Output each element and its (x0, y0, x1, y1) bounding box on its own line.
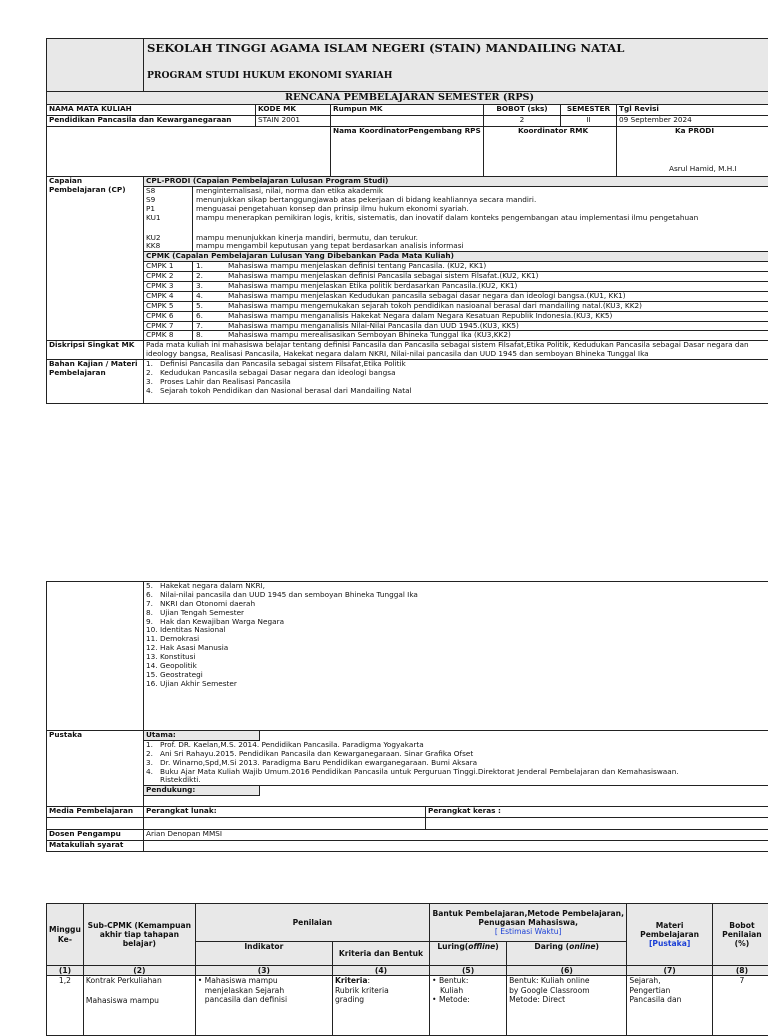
cpmk-code: CPMK 6 (144, 312, 193, 321)
kaprodi-cell (617, 127, 768, 177)
cpl-prodi-title: CPL-PRODI (Capaian Pembelajaran Lulusan Program Studi) (144, 177, 768, 187)
bahan-item-number: 13. (146, 653, 158, 662)
column-number: (8) (712, 966, 768, 976)
bahan-list-1 (144, 360, 768, 404)
cpl-prodi-text: mampu menerapkan pemikiran logis, kritis, sistematis, dan inovatif dalam konteks pengembangan atau implementasi ilmu pengetahuan (193, 214, 768, 234)
doc-title: RENCANA PEMBELAJARAN SEMESTER (RPS) (47, 92, 768, 105)
course-sks: 2 (484, 116, 561, 127)
row1-sub2: Mahasiswa mampu (86, 996, 193, 1005)
row1-indikator (195, 976, 332, 1036)
cpmk-text: Mahasiswa mampu menjelaskan definisi tentang Pancasila. (KU2, KK1) (228, 262, 768, 271)
cpl-prodi-code: KK8 (144, 242, 193, 251)
column-number: (5) (430, 966, 507, 976)
media-keras-value (426, 818, 768, 830)
column-number: (1) (47, 966, 84, 976)
cpmk-number: 2. (193, 272, 228, 281)
pustaka-utama-label: Utama: (144, 731, 260, 741)
cpl-prodi-block (144, 177, 768, 252)
cpmk-text: Mahasiswa mampu menjelaskan Kedudukan pancasila sebagai dasar negara dan ideologi bangsa.(KU1, KK1) (228, 292, 768, 301)
pustaka-item-text: Dr. Winarno,Spd,M.Si 2013. Paradigma Baru Pendidikan ewarganegaraan. Bumi Aksara (158, 759, 768, 768)
bahan-list-2 (144, 582, 768, 731)
rps-detail-table (46, 581, 768, 852)
course-name: Pendidikan Pancasila dan Kewarganegaraan (47, 116, 256, 127)
deskripsi-label: Diskripsi Singkat MK (47, 341, 144, 360)
bahan-item-number: 5. (146, 582, 158, 591)
cpl-prodi-list (144, 187, 768, 251)
h-bobot: Bobot Penilaian (%) (712, 904, 768, 966)
bahan-item-number: 2. (146, 369, 158, 378)
row1-ind2: menjelaskan Sejarah (198, 986, 330, 995)
cpmk-text: Mahasiswa mampu menjelaskan Etika politik berdasarkan Pancasila.(KU2, KK1) (228, 282, 768, 291)
schedule-table (46, 903, 768, 1036)
row1-minggu: 1,2 (47, 976, 84, 1036)
column-number: (7) (627, 966, 712, 976)
cpmk-code: CPMK 2 (144, 272, 193, 281)
media-label: Media Pembelajaran (47, 807, 144, 818)
rmk-label: Koordinator RMK (486, 127, 588, 136)
bahan-cont-label (47, 582, 144, 731)
pustaka-item-number: 1. (146, 741, 158, 750)
h-materi (627, 904, 712, 966)
media-blank (47, 818, 144, 830)
col-kode-mk: KODE MK (256, 105, 331, 116)
cpmk-row (144, 331, 768, 340)
bahan-item-text: Ujian Tengah Semester (158, 609, 768, 618)
column-number: (2) (83, 966, 195, 976)
bahan-item-number: 9. (146, 618, 158, 627)
row1-ind3: pancasila dan definisi (198, 995, 330, 1004)
h-daring: Daring (online) (507, 942, 627, 966)
bahan-item-number: 14. (146, 662, 158, 671)
pustaka-item-text: Buku Ajar Mata Kuliah Wajib Umum.2016 Pendidikan Pancasila untuk Perguruan Tinggi.Direktorat Jenderal Pembelajaran dan Kemahasiswaan. Ristekdikti. (158, 768, 768, 786)
h-daring-italic: online (569, 942, 595, 951)
kaprodi-name: Asrul Hamid, M.H.I (669, 165, 737, 174)
rmk-cell (484, 127, 617, 177)
bahan-item-number: 4. (146, 387, 158, 396)
bahan-item (146, 662, 768, 671)
cpl-prodi-text: mampu mengambil keputusan yang tepat berdasarkan analisis informasi (193, 242, 768, 251)
bahan-item-number: 7. (146, 600, 158, 609)
bahan-item-number: 1. (146, 360, 158, 369)
row1-krit3: grading (335, 995, 427, 1004)
cpl-prodi-text: menginternalisasi, nilai, norma dan etika akademik (193, 187, 768, 196)
row1-luring (430, 976, 507, 1036)
cpmk-code: CMPK 5 (144, 302, 193, 311)
course-rumpun (331, 116, 484, 127)
col-tgl-revisi: Tgl Revisi (617, 105, 768, 116)
rps-header-table (46, 38, 768, 404)
bahan-item-number: 15. (146, 671, 158, 680)
h-estimasi: [ Estimasi Waktu] (495, 927, 562, 936)
row1-mat1: Sejarah, (629, 976, 709, 985)
bahan-item-text: Sejarah tokoh Pendidikan dan Nasional berasal dari Mandailing Natal (158, 387, 768, 396)
cpmk-text: Mahasiswa mampu menganalisis Nilai-Nilai Pancasila dan UUD 1945.(KU3, KK5) (228, 322, 768, 331)
pustaka-item (146, 768, 768, 786)
bahan-item (146, 618, 768, 627)
signature-blank (47, 127, 331, 177)
row1-krit2: Rubrik kriteria (335, 986, 427, 995)
dosen-label: Dosen Pengampu (47, 830, 144, 841)
bahan-item-text: Proses Lahir dan Realisasi Pancasila (158, 378, 768, 387)
bahan-item (146, 635, 768, 644)
cpmk-title: CPMK (Capalan Pembelajaran Lulusan Yang Dibebankan Pada Mata Kuliah) (144, 252, 768, 262)
bahan-item-text: Geostrategi (158, 671, 768, 680)
cpmk-number: 5. (193, 302, 228, 311)
bahan-item-text: Hakekat negara dalam NKRI, (158, 582, 768, 591)
column-number: (4) (332, 966, 429, 976)
bahan-item (146, 680, 768, 689)
pustaka-label: Pustaka (47, 731, 144, 807)
syarat-value (144, 841, 768, 852)
cpmk-code: CPMK 8 (144, 331, 193, 340)
row1-kriteria (332, 976, 429, 1036)
bahan-item (146, 387, 768, 396)
row1-sub1: Kontrak Perkuliahan (86, 976, 193, 985)
bahan-item-number: 12. (146, 644, 158, 653)
row1-krit-bold: Kriteria (335, 976, 368, 985)
row1-subcpmk (83, 976, 195, 1036)
h-subcpmk: Sub-CPMK (Kemampuan akhir tiap tahapan belajar) (83, 904, 195, 966)
cpmk-number: 3. (193, 282, 228, 291)
column-number-row (47, 966, 768, 976)
cpmk-text: Mahasiswa mampu merealisasikan Semboyan Bhineka Tunggal Ika (KU3,KK2) (228, 331, 768, 340)
row1-dar1: Bentuk: Kuliah online (509, 976, 624, 985)
media-lunak: Perangkat lunak: (144, 807, 426, 818)
cpmk-text: Mahasiswa mampu mengemukakan sejarah tokoh pendidikan nasioanal berasal dari mandailing natal.(KU3, KK2) (228, 302, 768, 311)
koordinator-label: Nama KoordinatorPengembang RPS (333, 127, 481, 136)
cpl-prodi-code: KU2 (144, 234, 193, 243)
bahan-item-number: 11. (146, 635, 158, 644)
cpl-prodi-code: S8 (144, 187, 193, 196)
pustaka-item-text: Ani Sri Rahayu.2015. Pendidikan Pancasila dan Kewarganegaraan. Sinar Grafika Ofset (158, 750, 768, 759)
row1-mat2: Pengertian (629, 986, 709, 995)
cpl-prodi-code: KU1 (144, 214, 193, 234)
cp-label: Capaian Pembelajaran (CP) (47, 177, 144, 341)
col-nama-mk: NAMA MATA KULIAH (47, 105, 256, 116)
bahan-item-text: Nilai-nilai pancasila dan UUD 1945 dan semboyan Bhineka Tunggal Ika (158, 591, 768, 600)
bahan-item-number: 6. (146, 591, 158, 600)
bahan-item-text: Konstitusi (158, 653, 768, 662)
cpmk-code: CPMK 7 (144, 322, 193, 331)
course-revision-date: 09 September 2024 (617, 116, 768, 127)
row1-krit-rest: : (367, 976, 370, 985)
cpmk-code: CPMK 3 (144, 282, 193, 291)
cpl-prodi-text: menunjukkan sikap bertanggungjawab atas pekerjaan di bidang keahliannya secara mandiri. (193, 196, 768, 205)
h-materi-text: Materi Pembelajaran (640, 921, 699, 939)
institution-cell (144, 39, 768, 92)
course-code: STAIN 2001 (256, 116, 331, 127)
h-minggu: Minggu Ke- (47, 904, 84, 966)
kaprodi-label: Ka PRODI (619, 127, 768, 136)
syarat-label: Matakuliah syarat (47, 841, 144, 852)
bahan-item-number: 8. (146, 609, 158, 618)
col-bobot: BOBOT (sks) (484, 105, 561, 116)
bahan-item (146, 653, 768, 662)
pustaka-item-number: 4. (146, 768, 158, 786)
cpmk-number: 1. (193, 262, 228, 271)
bahan-item-text: Hak dan Kewajiban Warga Negara (158, 618, 768, 627)
cpmk-text: Mahasiswa mampu menganalisis Hakekat Negara dalam Negara Kesatuan Republik Indonesia.(KU3, KK5) (228, 312, 768, 321)
cpl-prodi-code: S9 (144, 196, 193, 205)
col-semester: SEMESTER (561, 105, 617, 116)
bahan-item-text: NKRI dan Otonomi daerah (158, 600, 768, 609)
logo-cell (47, 39, 144, 92)
cpl-prodi-text: mampu menunjukkan kinerja mandiri, bermutu, dan terukur. (193, 234, 768, 243)
bahan-item-number: 3. (146, 378, 158, 387)
h-luring-italic: offline (468, 942, 495, 951)
dosen-value: Arian Denopan MMSI (144, 830, 768, 841)
bahan-item-text: Definisi Pancasila dan Pancasila sebagai sistem Filsafat,Etika Politik (158, 360, 768, 369)
koordinator-cell (331, 127, 484, 177)
cpl-prodi-row (144, 242, 768, 251)
deskripsi-text: Pada mata kuliah ini mahasiswa belajar tentang definisi Pancasila dan Pancasila sebagai sistem Filsafat,Etika Politik, Kedudukan Pancasila sebagai Dasar negara dan ideology bangsa, Realisasi Pancasila, Hakekat negara dalam NKRI, Nilai-nilai pancasila dan UUD 1945 dan semboyan Bhineka Tunggal Ika (144, 341, 768, 360)
row1-daring (507, 976, 627, 1036)
bahan-item-text: Ujian Akhir Semester (158, 680, 768, 689)
cpmk-list (144, 262, 768, 340)
row1-lur2: Kuliah (432, 986, 504, 995)
bahan-item-text: Identitas Nasional (158, 626, 768, 635)
bahan-item (146, 626, 768, 635)
program-name: PROGRAM STUDI HUKUM EKONOMI SYARIAH (147, 70, 768, 81)
row1-lur3: • Metode: (432, 995, 504, 1004)
pustaka-block (144, 731, 768, 807)
cpl-prodi-row (144, 214, 768, 234)
h-penilaian: Penilaian (195, 904, 429, 942)
row1-ind1: • Mahasiswa mampu (198, 976, 330, 985)
course-semester: II (561, 116, 617, 127)
pustaka-pendukung-label: Pendukung: (144, 786, 260, 796)
cpl-prodi-code: P1 (144, 205, 193, 214)
pustaka-item-number: 2. (146, 750, 158, 759)
bahan-item (146, 644, 768, 653)
bahan-item (146, 671, 768, 680)
cpmk-code: CMPK 1 (144, 262, 193, 271)
bahan-item-number: 10. (146, 626, 158, 635)
h-pustaka: [Pustaka] (649, 939, 690, 948)
cpmk-code: CMPK 4 (144, 292, 193, 301)
row1-dar2: by Google Classroom (509, 986, 624, 995)
cpmk-number: 4. (193, 292, 228, 301)
media-keras: Perangkat keras : (426, 807, 768, 818)
bahan-item-number: 16. (146, 680, 158, 689)
row1-lur1: • Bentuk: (432, 976, 504, 985)
cpmk-number: 8. (193, 331, 228, 340)
bahan-item-text: Kedudukan Pancasila sebagai Dasar negara dan ideologi bangsa (158, 369, 768, 378)
bahan-item-text: Geopolitik (158, 662, 768, 671)
column-number: (6) (507, 966, 627, 976)
pustaka-item-text: Prof. DR. Kaelan,M.S. 2014. Pendidikan Pancasila. Paradigma Yogyakarta (158, 741, 768, 750)
row1-mat3: Pancasila dan (629, 995, 709, 1004)
col-rumpun-mk: Rumpun MK (331, 105, 484, 116)
cpmk-block (144, 252, 768, 341)
row1-dar3: Metode: Direct (509, 995, 624, 1004)
institution-name: SEKOLAH TINGGI AGAMA ISLAM NEGERI (STAIN) MANDAILING NATAL (147, 41, 768, 55)
row1-bobot: 7 (712, 976, 768, 1036)
h-bantuk (430, 904, 627, 942)
h-indikator: Indikator (195, 942, 332, 966)
cpl-prodi-text: menguasai pengetahuan konsep dan prinsip ilmu hukum ekonomi syariah. (193, 205, 768, 214)
h-kriteria: Kriteria dan Bentuk (332, 942, 429, 966)
cpmk-number: 7. (193, 322, 228, 331)
pustaka-item-number: 3. (146, 759, 158, 768)
cpmk-number: 6. (193, 312, 228, 321)
h-bantuk-text: Bantuk Pembelajaran,Metode Pembelajaran, Penugasan Mahasiswa, (432, 909, 624, 927)
column-number: (3) (195, 966, 332, 976)
media-lunak-value (144, 818, 426, 830)
h-luring: Luring(offline) (430, 942, 507, 966)
bahan-label: Bahan Kajian / Materi Pembelajaran (47, 360, 144, 404)
bahan-item-text: Hak Asasi Manusia (158, 644, 768, 653)
pustaka-list (144, 741, 768, 785)
cpmk-text: Mahasiswa mampu menjelaskan definisi Pancasila sebagai sistem Filsafat.(KU2, KK1) (228, 272, 768, 281)
row1-materi (627, 976, 712, 1036)
bahan-item-text: Demokrasi (158, 635, 768, 644)
